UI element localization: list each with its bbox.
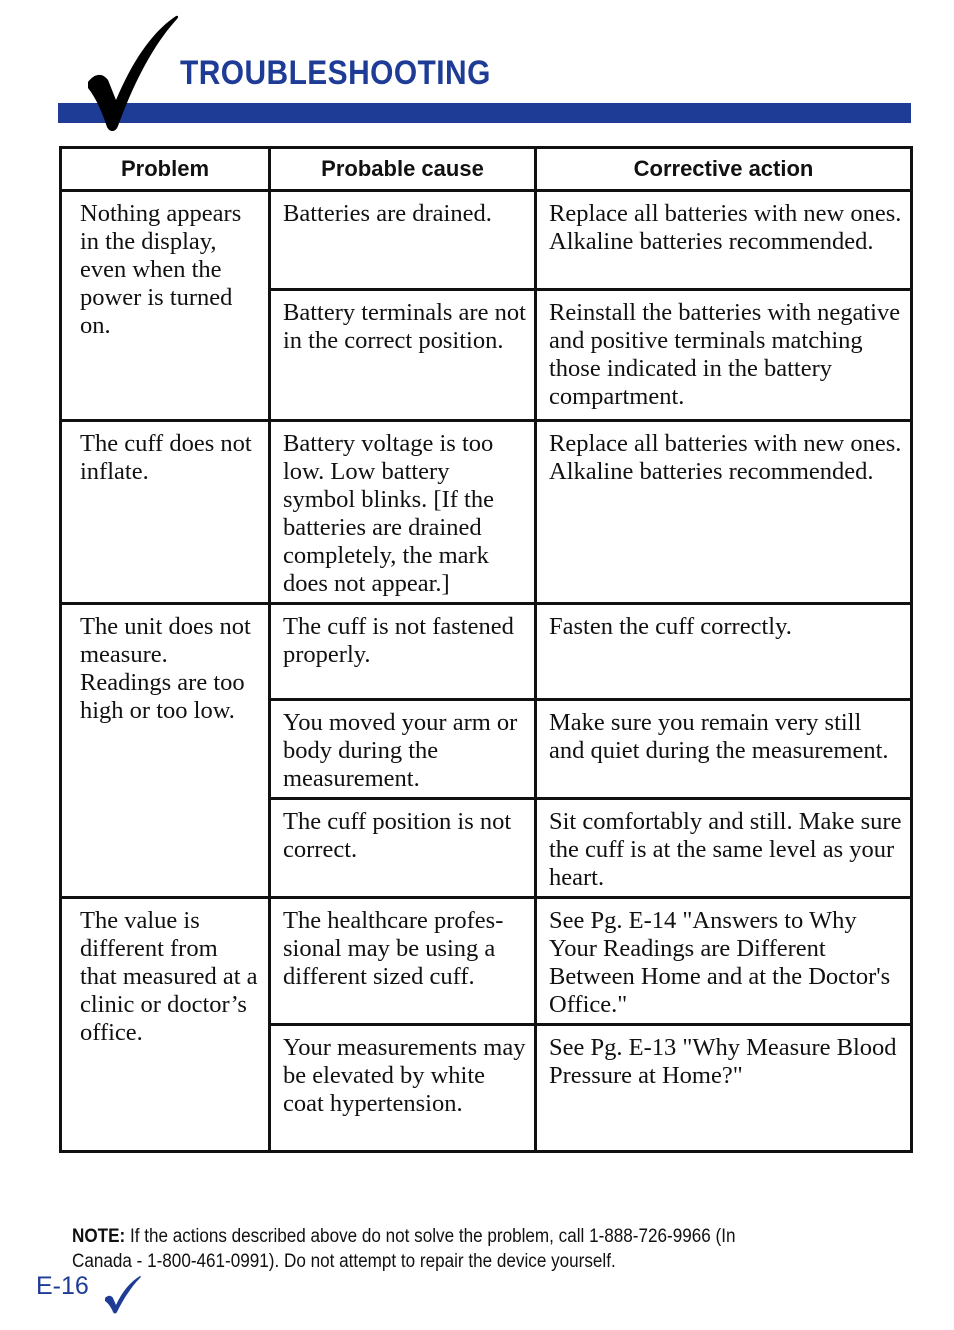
page-title: TROUBLESHOOTING [180, 54, 491, 92]
header-bar [58, 103, 911, 123]
column-header-cause: Probable cause [270, 148, 536, 191]
table-header-row [61, 148, 912, 191]
checkmark-icon [82, 10, 182, 140]
table-row [61, 898, 912, 1025]
action-cell: Replace all batteries with new ones. Alkaline batteries recommended. [536, 421, 912, 604]
note-body: If the actions described above do not solve the problem, call 1-888-726-9966 (In Canada - 1-800-461-0991). Do not attempt to repair the device yourself. [72, 1226, 736, 1272]
troubleshooting-table [59, 146, 913, 1153]
table-row [61, 421, 912, 604]
cause-cell: Battery voltage is too low. Low battery symbol blinks. [If the batteries are drained completely, the mark does not appear.] [270, 421, 536, 604]
note-text [72, 1224, 792, 1274]
problem-cell: The cuff does not inflate. [61, 421, 270, 604]
problem-cell: The value is different from that measured at a clinic or doctor’s office. [61, 898, 270, 1152]
action-cell: See Pg. E-14 "Answers to Why Your Readings are Different Between Home and at the Doctor's Office." [536, 898, 912, 1025]
action-cell: Fasten the cuff correctly. [536, 604, 912, 700]
cause-cell: The healthcare profes-sional may be using a different sized cuff. [270, 898, 536, 1025]
page-number: E-16 [36, 1272, 89, 1300]
cause-cell: Your measurements may be elevated by white coat hypertension. [270, 1025, 536, 1152]
checkmark-icon [102, 1274, 142, 1316]
problem-cell: The unit does not measure. Readings are too high or too low. [61, 604, 270, 898]
cause-cell: You moved your arm or body during the measurement. [270, 700, 536, 799]
cause-cell: The cuff is not fastened properly. [270, 604, 536, 700]
cause-cell: Batteries are drained. [270, 191, 536, 290]
action-cell: Replace all batteries with new ones. Alkaline batteries recommended. [536, 191, 912, 290]
action-cell: Reinstall the batteries with negative and positive terminals matching those indicated in the battery compartment. [536, 290, 912, 421]
cause-cell: The cuff position is not correct. [270, 799, 536, 898]
column-header-problem: Problem [61, 148, 270, 191]
column-header-action: Corrective action [536, 148, 912, 191]
action-cell: See Pg. E-13 "Why Measure Blood Pressure at Home?" [536, 1025, 912, 1152]
problem-cell: Nothing appears in the display, even when the power is turned on. [61, 191, 270, 421]
cause-cell: Battery terminals are not in the correct position. [270, 290, 536, 421]
table-row [61, 604, 912, 700]
note-label: NOTE: [72, 1226, 126, 1247]
action-cell: Make sure you remain very still and quiet during the measurement. [536, 700, 912, 799]
action-cell: Sit comfortably and still. Make sure the cuff is at the same level as your heart. [536, 799, 912, 898]
table-row [61, 191, 912, 290]
